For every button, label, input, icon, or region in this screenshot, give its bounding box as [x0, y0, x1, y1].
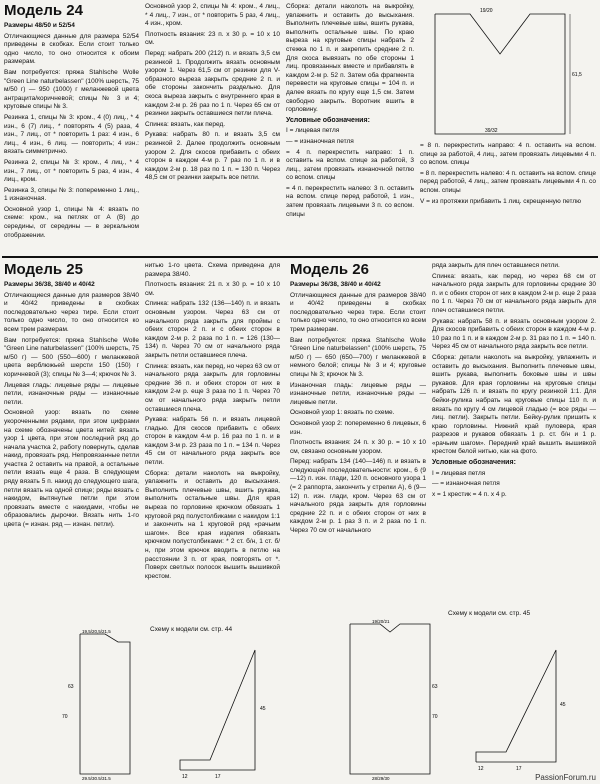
model-25-sleeves: Рукава: набрать 56 п. и вязать лицевой гладью. Для скосов прибавить с обеих сторон в каждом 4-м р. 16 раз по 1 п. и в каждом 3-м р. 23 раза по 1 п. = 134 п. Через 45 см от начального ряда закрыть все петли.	[145, 416, 280, 467]
model-26-need: Вам потребуется: пряжа Stahlsche Wolle "Green Line naturbelassen" (100% шерсть, 75 м/50 г) — 650 (650—700) г меланжевой в немного белой; спицы № 3 и 4; круговые спицы № 3; крючок № 3.	[290, 336, 426, 378]
site-watermark: PassionForum.ru	[535, 773, 596, 782]
model-24-back: Спинка: вязать, как перед.	[145, 120, 226, 128]
model-26-front: Перед: набрать 134 (140—146) п. и вязать в следующей последовательности: кром., 6 (9—12) п. изн. глади, 120 п. основного узора 1 (= 2 раппорта, закончить у стрелки А), 6 (9—12) п. изн. глади, кром. Через 63 см от начального ряда закрыть для горловины средние 22 п. и с обеих сторон от них в каждом 2-м р. 1 раз 3 п. и 2 раза по 1 п. Через 70 см от начального	[290, 458, 426, 535]
model-25-pattern-cont: нитью 1-го цвета. Схема приведена для размера 38/40.	[145, 262, 280, 278]
dim-label: 28/29/30	[372, 776, 390, 780]
model-24-need: Вам потребуется: пряжа Stahlsche Wolle "Green Line naturbelassen" (100% шерсть, 75 м/50 г) — 950 (1000) г меланжевой цвета антрацита/коричневой; спицы № 3 и 4; круговые спицы № 3.	[4, 68, 139, 111]
model-24-col2	[145, 3, 280, 185]
legend-item: V = из протяжки прибавить 1 лиц. скрещенную петлю	[420, 197, 582, 205]
model-26-density: Плотность вязания: 24 п. x 30 р. = 10 x 10 см, связано основным узором.	[290, 439, 426, 455]
model-24-density: Плотность вязания: 23 п. x 30 р. = 10 x 10 см.	[145, 30, 280, 47]
model-26-intro: Отличающиеся данные для размеров 38/40 и 40/42 приведены в скобках последовательно через тире. Если стоит только одно число, то оно относится ко всем трем размерам.	[290, 291, 426, 333]
dim-label: 63	[68, 684, 74, 690]
model-26-title: Модель 26	[290, 261, 369, 278]
model-24-legend-title: Условные обозначения:	[286, 116, 370, 124]
dim-label: 17	[516, 766, 522, 772]
model-25-col2	[145, 262, 280, 583]
model-25-sizes: Размеры 36/38, 38/40 и 40/42	[4, 281, 95, 288]
model-25-need: Вам потребуется: пряжа Stahlsche Wolle "Green Line naturbelassen" (100% шерсть, 75 м/50 г) — 500 (550—600) г меланжевой цвета верблюжьей шерсти 150 (150) г коричневой (3); спицы № 3—4; крючок № 3.	[4, 336, 139, 378]
model-25-intro: Отличающиеся данные для размеров 38/40 и 40/42 приведены в скобках последовательно через тире. Если стоит только одно число, то оно относится ко всем трем размерам.	[4, 291, 139, 333]
model-25-body-schematic	[60, 628, 140, 780]
model-26-sizes: Размеры 36/38, 38/40 и 40/42	[290, 281, 381, 288]
dim-label: 12	[478, 766, 484, 772]
model-25-face: Лицевая гладь: лицевые ряды — лицевые петли, изнаночные ряды — изнаночные петли.	[4, 381, 139, 406]
model-25-assembly: Сборка: детали наколоть на выкройку, увлажнить и оставить до высыхания. Выполнить плечевые швы, вшить рукава, выполнить остальные швы. Для края выреза по горловине крючком обвязать 1 круговой ряд полустолбиками с накидом 1:1 и закончить на 1 круговой ряд «рачьим шагом». Все края изделия обвязать крючком полустолбиками: * 2 ст. б/н, 1 ст. б/н, при этом крючок вводить в петлю на расстоянии 3 п. от края, повторять от *. Поверх светлых полосок вышить вышивкой крестом.	[145, 469, 280, 580]
model-24-col4	[420, 142, 596, 208]
model-24-assembly: Сборка: детали наколоть на выкройку, увлажнить и оставить до высыхания. Выполнить плечевые швы, вшить рукава, выполнить остальные швы. По краю выреза на круговые спицы набрать 2 стежка по 1 п. и закрепить средние 2 п. Для скоса вывязать по обе стороны 1 лиц. провязанных вместе и прибавлять в каждом 2-м р. 52 п. Затем оба фрагмента перевести на круговые спицы = 104 п. и далее вязать по кругу еще 1,5 см. Затем свободно закрыть. Воротник вшить в горловину.	[286, 3, 414, 114]
section-divider	[2, 256, 598, 258]
model-26-assembly: Сборка: детали наколоть на выкройку, увлажнить и оставить до высыхания. Выполнить плечевые швы, вшить рукава, выполнить боковые швы и швы рукавов. Для края горловины на круговые спицы набрать 126 п. и вязать по кругу резинкой 1:1. Для бейки-рулика набрать на круговые спицы 110 п. и вязать по кругу 4 см лицевой гладью (= все ряды — лиц. петли). Закрыть петли. Бейку-рулик пришить к краю горловины. Нижний край пуловера, края разрезов и рукавов обвязать 1 р. ст. б/н и 1 р. «рачьим шагом». Передний край вышить вышивкой крестом белой нитью, как на фото.	[432, 353, 596, 456]
dim-label: 70	[432, 714, 438, 720]
legend-item: = 8 п. перекрестить направо: 4 п. оставить на вспом. спице за работой, 4 лиц., затем провязать лицевыми 4 п. со вспом. спицы	[420, 142, 596, 167]
legend-item: = 8 п. перекрестить налево: 4 п. оставить на вспом. спице перед работой, 4 лиц., затем провязать лицевыми 4 п. со вспом. спицы	[420, 169, 596, 194]
dim-label: 12	[182, 774, 188, 780]
legend-item: I = лицевая петля	[286, 127, 340, 135]
model-26-col1	[290, 262, 426, 538]
model-25-back: Спинка: набрать 132 (136—140) п. и вязать основным узором. Через 63 см от начального ряда закрыть для проймы с обеих сторон 2 п. и с обеих сторон в каждом 2-м р. 2 раза по 1 п. = 126 (130—134) п. Через 70 см от начального ряда закрыть петли оставшиеся плеча.	[145, 300, 280, 359]
model-26-cont: ряда закрыть для плеч оставшиеся петли.	[432, 262, 560, 269]
model-26-scheme-ref: Схему к модели см. стр. 45	[448, 610, 531, 617]
model-26-col2	[432, 262, 596, 501]
legend-item: — = изнаночная петля	[286, 137, 354, 145]
model-24-front: Перед: набрать 200 (212) п. и вязать 3,5 см резинкой 1. Продолжить вязать основным узором 1. Через 61,5 см от резинки для V-образного выреза закрыть средние 2 п. и обе стороны закончить раздельно. Для скоса выреза закрыть с внутреннего края в каждом 2-м р. 26 раз по 1 п. Через 65 см от резинки закрыть оставшиеся петли плеча.	[145, 49, 280, 118]
dim-label: 19/20/21	[372, 619, 390, 624]
model-26-back: Спинка: вязать, как перед, но через 68 см от начального ряда закрыть для горловины средние 30 п. и с обеих сторон от них в каждом 2-м р. еще 2 раза по 1 п. Через 70 см от начального ряда закрыть для плеч оставшиеся петли.	[432, 272, 596, 314]
dim-label: 19/20	[480, 8, 493, 14]
legend-item: I = лицевая петля	[432, 469, 486, 477]
dim-label: 17	[215, 774, 221, 780]
dim-label: 70	[62, 714, 68, 720]
model-26-legend-title: Условные обозначения:	[432, 459, 516, 467]
model-26-sleeves: Рукава: набрать 58 п. и вязать основным узором 2. Для скосов прибавить с обеих сторон в каждом 4-м р. 10 раз по 1 п. и в каждом 2-м р. 31 раз по 1 п. = 140 п. Через 45 см от начального ряда закрыть все петли.	[432, 317, 596, 351]
model-25-scheme-ref: Схему к модели см. стр. 44	[150, 626, 233, 633]
model-24-rib1: Резинка 1, спицы № 3: кром., 4 (0) лиц., * 4 изн., 6 (7) лиц., * повторять 4 (5) раза, 4 изн., 7 лиц., от * повторить 1 раз: 4 изн., 6 лиц., 4 изн., 6 лиц. — повторить; 4 изн.: вязать симметрично.	[4, 113, 139, 156]
model-24-intro: Отличающиеся данные для размера 52/54 приведены в скобках. Если стоит только одно число, то оно относится к обоим размерам.	[4, 32, 139, 66]
dim-label: 45	[260, 706, 266, 712]
legend-item: = 4 п. перекрестить налево: 3 п. оставить на вспом. спице перед работой, 1 изн., затем провязать лицевыми 3 п. со вспом. спицы	[286, 184, 414, 218]
model-24-main2: Основной узор 2, спицы № 4: кром., 4 лиц., * 4 лиц., 7 изн., от * повторить 5 раз, 4 лиц., 4 изн., кром.	[145, 3, 280, 28]
model-24-main1: Основной узор 1, спицы № 4: вязать по схеме: кром., на петлях от А (В) до середины, от середины — в зеркальном отображении.	[4, 205, 139, 239]
model-24-sizes: Размеры 48/50 и 52/54	[4, 22, 75, 29]
model-25-front: Спинка: вязать, как перед, но через 63 см от начального ряда закрыть для горловины средние 36 п. и обеих сторон от них в каждом 2-м р. еще 3 раза по 1 п. Через 70 см от начального ряда закрыть петли оставшиеся плеча.	[145, 362, 280, 413]
dim-label: 61,5	[572, 72, 582, 78]
dim-label: 63	[432, 684, 438, 690]
dim-label: 29,5/30,5/31,5	[82, 776, 111, 780]
model-25-title: Модель 25	[4, 261, 83, 278]
model-24-col3	[286, 3, 414, 221]
legend-item: = 4 п. перекрестить направо: 1 п. оставить на вспом. спице за работой, 3 лиц., затем провязать изнаночной петлю со вспом. спицы	[286, 148, 414, 182]
model-24-col1	[4, 3, 139, 242]
model-26-body-schematic	[340, 618, 440, 780]
model-26-purl: Изнаночная гладь: лицевые ряды — изнаночные петли, изнаночные ряды — лицевые петли.	[290, 381, 426, 406]
model-24-rib3: Резинка 3, спицы № 3: попеременно 1 лиц., 1 изнаночная.	[4, 186, 139, 203]
legend-item: — = изнаночная петля	[432, 480, 500, 488]
model-25-col1	[4, 262, 139, 532]
model-26-main1: Основной узор 1: вязать по схеме.	[290, 409, 395, 417]
model-26-main2: Основной узор 2: попеременно 6 лицевых, 6 изн.	[290, 419, 426, 436]
dim-label: 19,5/20,5/21,5	[82, 629, 111, 634]
model-24-sleeves: Рукава: набрать 80 п. и вязать 3,5 см резинкой 2. Далее продолжить основным узором 2. Для скосов прибавить с обеих сторон в каждом 4-м р. 7 раз по 1 п. и в каждом 2-м р. 18 раз по 1 п. = 130 п. Через 48,5 см от резинки закрыть все петли.	[145, 131, 280, 182]
dim-label: 45	[560, 702, 566, 708]
model-26-sleeve-schematic	[456, 640, 586, 772]
model-25-sleeve-schematic	[160, 640, 280, 780]
model-25-pattern: Основной узор: вязать по схеме укороченными рядами, при этом цифрами на схеме обозначены цвета нитей: вязать узор 1 цвета, при этом последний ряд до начала участка 2, работу повернуть, сделав накид, провязать ряд. Непровязанные петли участка 2 оставить на правой, а остальные петли вязать еще 4 раза. В следующем ряду вязать 5 п. накид до следующего шага, петли вязать на одной спице; ряды вязать с накидом, вытянутые петли при этом провязать вместе с накидами, чтобы не образовались дырочки. Вязать нить 1-го цвета (= изнан. ряд — изнан. петли).	[4, 409, 139, 529]
model-24-front-schematic	[420, 4, 596, 140]
model-24-title: Модель 24	[4, 2, 83, 19]
legend-item: x = 1 крестик = 4 п. x 4 р.	[432, 490, 507, 498]
model-25-density: Плотность вязания: 21 п. x 30 р. = 10 x 10 см.	[145, 281, 280, 297]
model-24-rib2: Резинка 2, спицы № 3: кром., 4 лиц., * 4 изн., 7 лиц., от * повторить 5 раз, 4 изн., 4 лиц., кром.	[4, 158, 139, 184]
dim-label: 39/32	[485, 128, 498, 134]
